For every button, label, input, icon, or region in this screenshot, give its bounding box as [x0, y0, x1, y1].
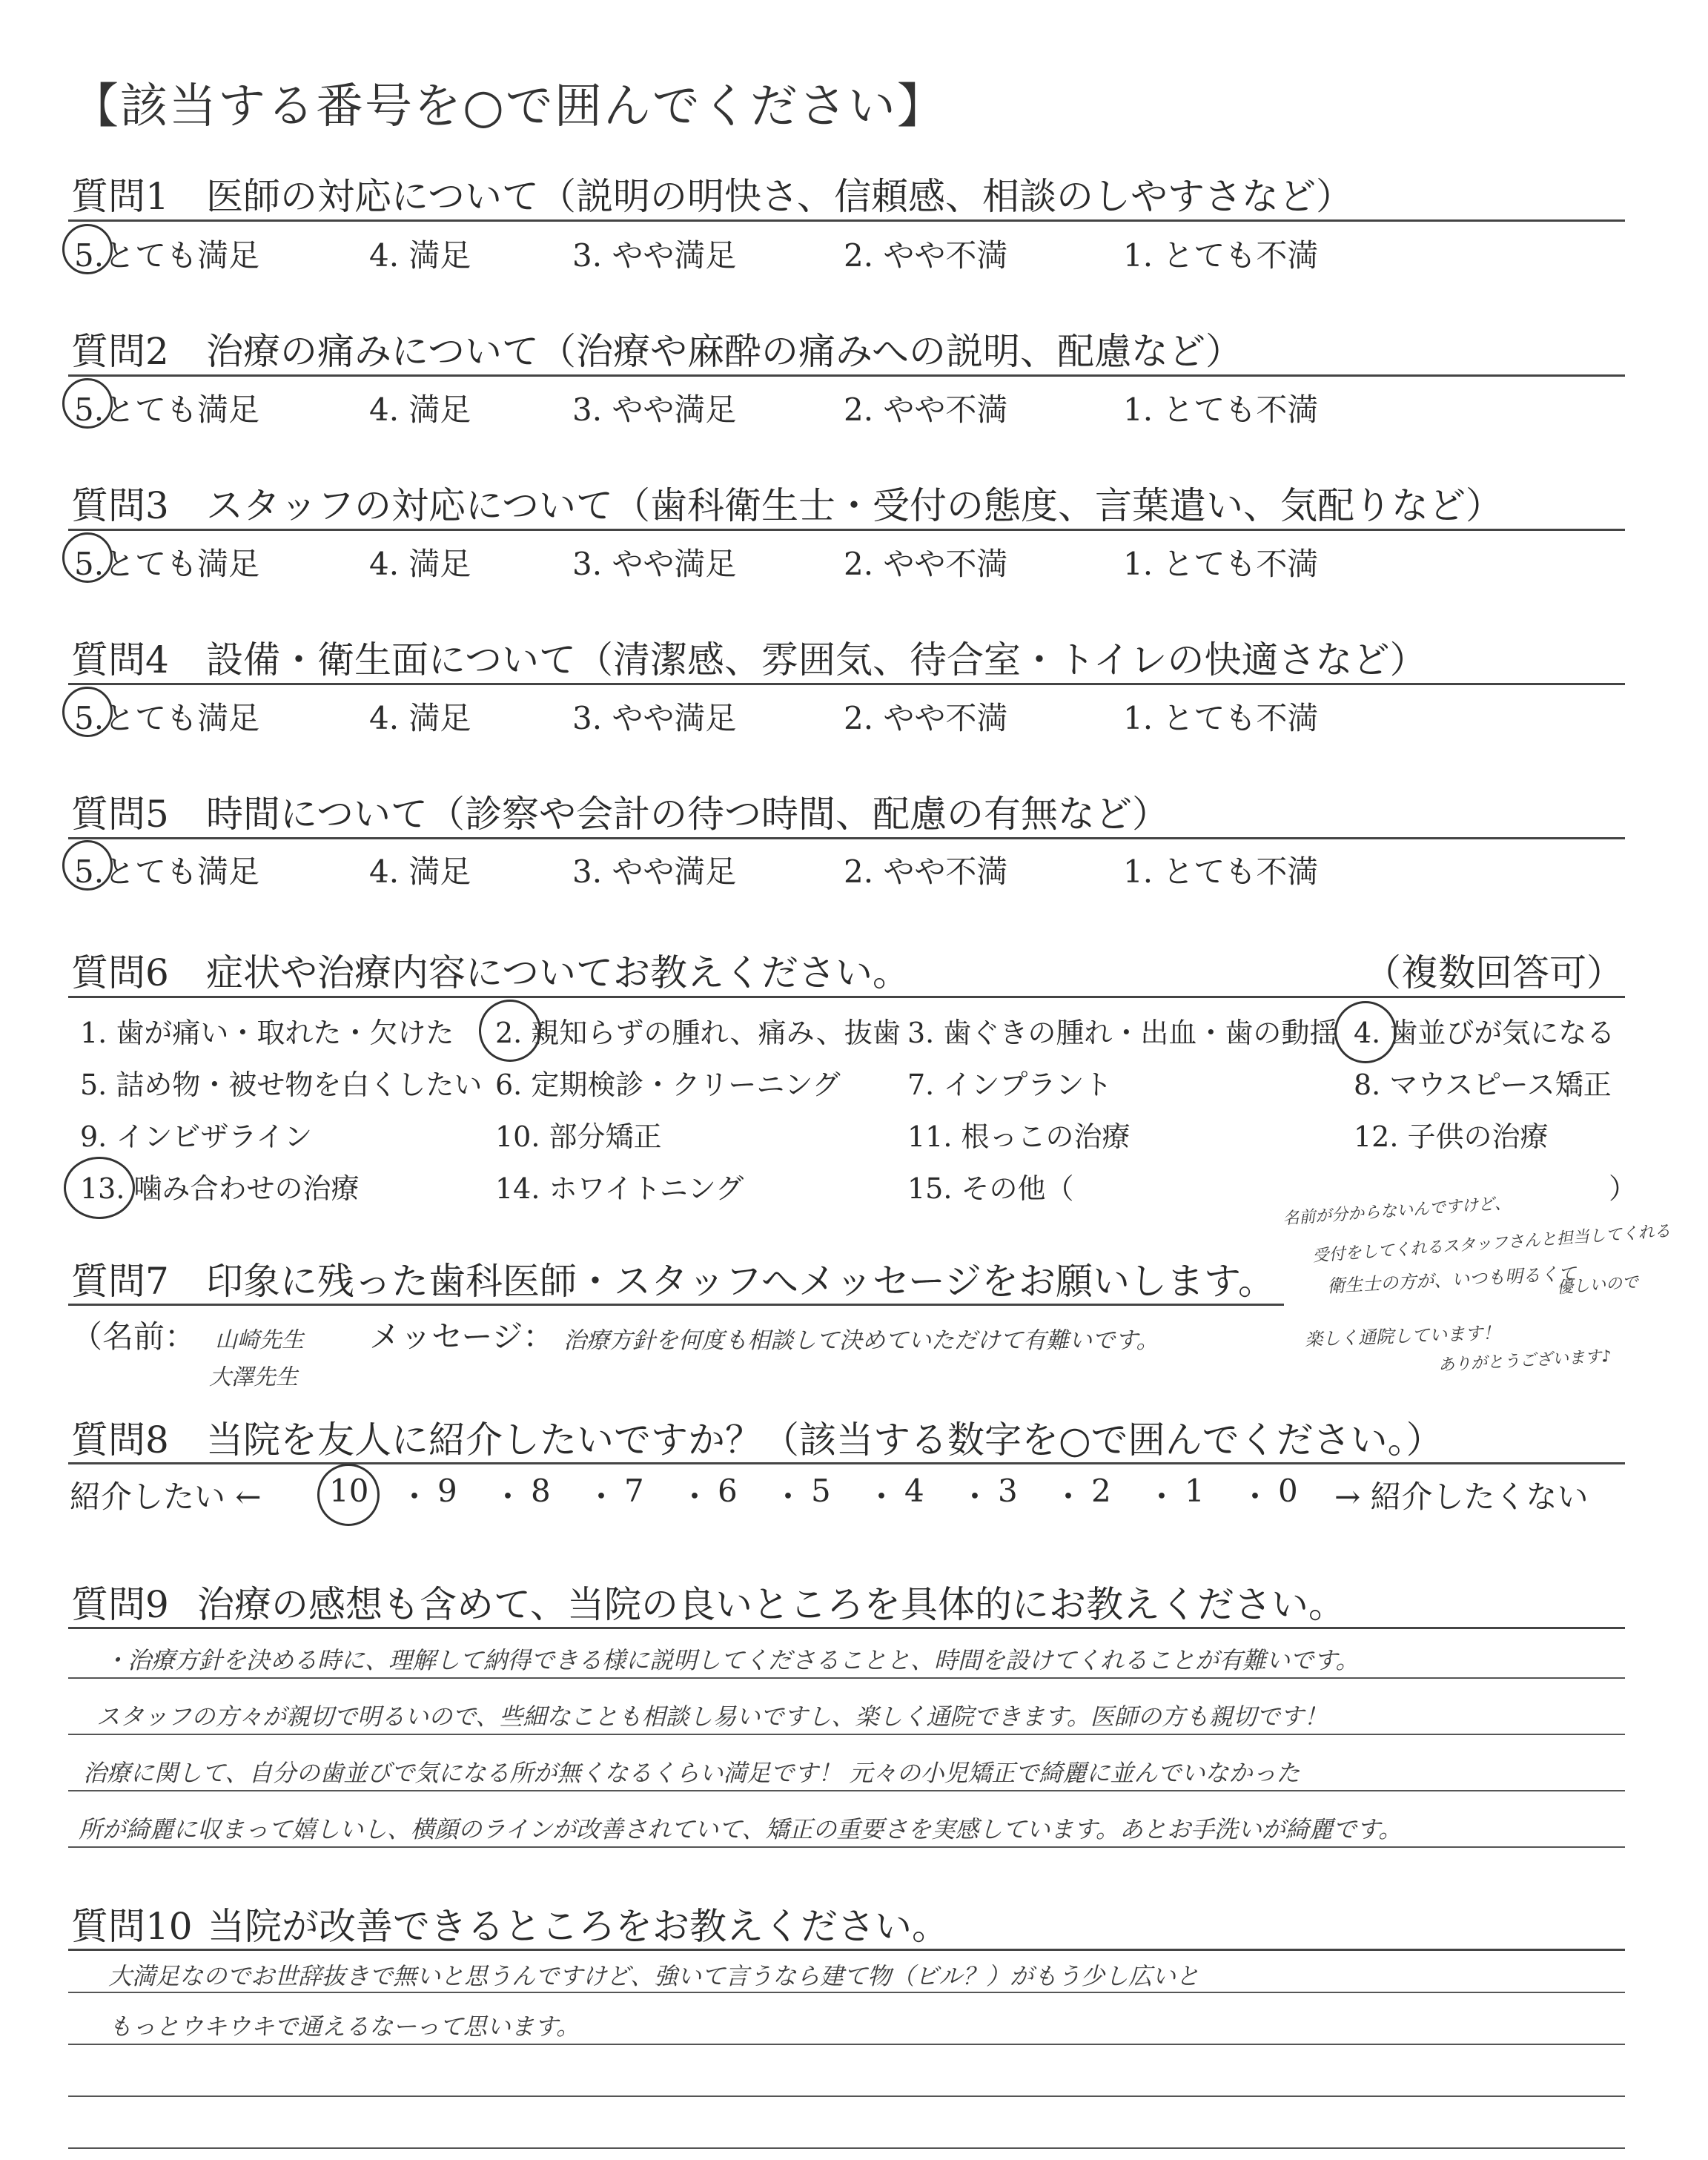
q8-scale-9[interactable]: 9 [437, 1473, 457, 1509]
q9-answer-line-2: スタッフの方々が親切で明るいので、些細なことも相談し易いですし、楽しく通院できます。医師の方も親切です！ [96, 1702, 1328, 1731]
q10-line-rule-1 [68, 1992, 1625, 1993]
q8-scale-2[interactable]: 2 [1091, 1473, 1111, 1509]
q7-side-note-2: 受付をしてくれるスタッフさんと担当してくれる [1311, 1222, 1672, 1266]
q4-rule [68, 683, 1625, 685]
q1-opt-1[interactable]: 1. とても不満 [1123, 237, 1319, 274]
q8-scale-4[interactable]: 4 [904, 1473, 924, 1509]
q3-opt-4[interactable]: 4. 満足 [369, 546, 471, 582]
q8-left-label: 紹介したい ← [70, 1479, 262, 1515]
q5-label: 質問5 [71, 793, 169, 836]
q6-item-8[interactable]: 8. マウスピース矯正 [1354, 1069, 1612, 1101]
q8-right-label: → 紹介したくない [1334, 1479, 1589, 1515]
q10-line-rule-3 [68, 2095, 1625, 2097]
q3-text: スタッフの対応について（歯科衛生士・受付の態度、言葉遣い、気配りなど） [206, 484, 1503, 527]
q9-answer-line-4: 所が綺麗に収まって嬉しいし、横顔のラインが改善されていて、矯正の重要さを実感しています。あとお手洗いが綺麗です。 [79, 1815, 1403, 1843]
q2-selection-circle [62, 378, 113, 429]
q1-opt-2[interactable]: 2. やや不満 [844, 237, 1008, 274]
q2-opt-1[interactable]: 1. とても不満 [1123, 392, 1319, 428]
q6-item-14[interactable]: 14. ホワイトニング [495, 1172, 744, 1205]
q9-line-rule-4 [68, 1846, 1625, 1848]
q10-line-rule-2 [68, 2044, 1625, 2045]
q2-opt-4[interactable]: 4. 満足 [369, 392, 471, 428]
q1-opt-5[interactable]: 5.とても満足 [74, 237, 260, 274]
q9-label: 質問9 [71, 1583, 169, 1626]
q5-opt-5[interactable]: 5.とても満足 [74, 853, 260, 890]
page-title: 【該当する番号を○で囲んでください】 [71, 79, 946, 134]
q9-line-rule-2 [68, 1734, 1625, 1735]
q10-text: 当院が改善できるところをお教えください。 [208, 1905, 949, 1948]
q9-rule [68, 1627, 1625, 1629]
q4-label: 質問4 [71, 638, 169, 681]
q1-rule [68, 219, 1625, 222]
q7-side-note-6: ありがとうございます♪ [1437, 1347, 1612, 1375]
q3-label: 質問3 [71, 484, 169, 527]
q6-item-1[interactable]: 1. 歯が痛い・取れた・欠けた [80, 1017, 454, 1049]
q2-opt-5[interactable]: 5.とても満足 [74, 392, 260, 428]
q9-text: 治療の感想も含めて、当院の良いところを具体的にお教えください。 [197, 1583, 1345, 1626]
q6-item-13[interactable]: 13. 噛み合わせの治療 [80, 1172, 360, 1205]
q8-text: 当院を友人に紹介したいですか？（該当する数字を○で囲んでください。） [206, 1418, 1443, 1462]
q7-side-note-1: 名前が分からないんですけど、 [1282, 1194, 1512, 1229]
q8-label: 質問8 [71, 1418, 169, 1462]
q8-scale-1[interactable]: 1 [1185, 1473, 1205, 1509]
q7-message-label: メッセージ： [369, 1318, 555, 1355]
q6-circle-2 [479, 1000, 541, 1062]
q8-scale-6[interactable]: 6 [718, 1473, 738, 1509]
q2-text: 治療の痛みについて（治療や麻酔の痛みへの説明、配慮など） [206, 330, 1242, 373]
q8-selection-circle [317, 1464, 380, 1526]
q6-item-4[interactable]: 4. 歯並びが気になる [1354, 1017, 1615, 1049]
q7-side-note-3: 衛生士の方が、いつも明るくて [1326, 1263, 1577, 1297]
q6-item-2[interactable]: 2. 親知らずの腫れ、痛み、抜歯 [495, 1017, 901, 1049]
q2-label: 質問2 [71, 330, 169, 373]
q7-name-label: （名前： [71, 1318, 196, 1355]
q5-rule [68, 837, 1625, 839]
q1-label: 質問1 [71, 175, 169, 218]
q9-answer-line-3: 治療に関して、自分の歯並びで気になる所が無くなるくらい満足です！ 元々の小児矯正で綺麗に並んでいなかった [83, 1759, 1300, 1787]
q3-selection-circle [62, 532, 113, 583]
q7-message: 治療方針を何度も相談して決めていただけて有難いです。 [563, 1327, 1159, 1354]
q8-scale-10[interactable]: 10 [329, 1473, 369, 1509]
q5-selection-circle [62, 840, 113, 891]
q5-opt-1[interactable]: 1. とても不満 [1123, 853, 1319, 890]
q6-item-7[interactable]: 7. インプラント [907, 1069, 1113, 1101]
q1-opt-3[interactable]: 3. やや満足 [572, 237, 737, 274]
q5-opt-3[interactable]: 3. やや満足 [572, 853, 737, 890]
q9-answer-line-1: ・治療方針を決める時に、理解して納得できる様に説明してくださることと、時間を設けてくれることが有難いです。 [104, 1646, 1360, 1674]
q6-text: 症状や治療内容についてお教えください。 [206, 951, 910, 994]
q7-name-1: 山崎先生 [215, 1327, 304, 1353]
q6-item-3[interactable]: 3. 歯ぐきの腫れ・出血・歯の動揺 [907, 1017, 1338, 1049]
q1-text: 医師の対応について（説明の明快さ、信頼感、相談のしやすさなど） [206, 175, 1353, 218]
q6-item-10[interactable]: 10. 部分矯正 [495, 1120, 662, 1153]
q5-opt-4[interactable]: 4. 満足 [369, 853, 471, 890]
q4-opt-1[interactable]: 1. とても不満 [1123, 700, 1319, 736]
q6-label: 質問6 [71, 951, 169, 994]
q7-text: 印象に残った歯科医師・スタッフへメッセージをお願いします。 [206, 1260, 1275, 1303]
q6-item-6[interactable]: 6. 定期検診・クリーニング [495, 1069, 841, 1101]
q4-opt-2[interactable]: 2. やや不満 [844, 700, 1008, 736]
q6-item-12[interactable]: 12. 子供の治療 [1354, 1120, 1549, 1153]
q3-opt-5[interactable]: 5.とても満足 [74, 546, 260, 582]
q10-rule [68, 1949, 1625, 1951]
q6-item-15[interactable]: 15. その他（ [907, 1172, 1074, 1205]
q8-scale-8[interactable]: 8 [531, 1473, 551, 1509]
q7-side-note-5: 楽しく通院しています！ [1304, 1322, 1501, 1350]
q5-opt-2[interactable]: 2. やや不満 [844, 853, 1008, 890]
q8-rule [68, 1462, 1625, 1464]
q2-opt-2[interactable]: 2. やや不満 [844, 392, 1008, 428]
q10-answer-line-2: もっとウキウキで通えるなーって思います。 [108, 2012, 580, 2041]
q8-scale-7[interactable]: 7 [624, 1473, 644, 1509]
q6-item-5[interactable]: 5. 詰め物・被せ物を白くしたい [80, 1069, 483, 1101]
q3-opt-2[interactable]: 2. やや不満 [844, 546, 1008, 582]
q7-label: 質問7 [71, 1260, 169, 1303]
q4-opt-3[interactable]: 3. やや満足 [572, 700, 737, 736]
q2-opt-3[interactable]: 3. やや満足 [572, 392, 737, 428]
q10-label: 質問10 [71, 1905, 193, 1948]
q1-opt-4[interactable]: 4. 満足 [369, 237, 471, 274]
q6-item-15-close: ） [1609, 1172, 1638, 1205]
q6-item-11[interactable]: 11. 根っこの治療 [907, 1120, 1131, 1153]
q6-circle-4 [1334, 1001, 1397, 1063]
q6-circle-13 [64, 1157, 135, 1219]
q5-text: 時間について（診察や会計の待つ時間、配慮の有無など） [206, 793, 1169, 836]
q8-scale-3[interactable]: 3 [998, 1473, 1018, 1509]
q10-answer-line-1: 大満足なのでお世辞抜きで無いと思うんですけど、強いて言うなら建て物（ビル？）がもう少し広いと [108, 1962, 1200, 1990]
q9-line-rule-1 [68, 1677, 1625, 1679]
q6-note: （複数回答可） [1364, 951, 1623, 994]
q9-line-rule-3 [68, 1790, 1625, 1791]
q6-rule [68, 996, 1625, 998]
q3-opt-3[interactable]: 3. やや満足 [572, 546, 737, 582]
q8-scale-0[interactable]: 0 [1278, 1473, 1298, 1509]
q6-item-9[interactable]: 9. インビザライン [80, 1120, 313, 1153]
q3-rule [68, 529, 1625, 531]
q2-rule [68, 374, 1625, 377]
q7-side-note-4: 優しいので [1556, 1273, 1639, 1298]
q8-scale-5[interactable]: 5 [811, 1473, 831, 1509]
q10-line-rule-4 [68, 2147, 1625, 2149]
q4-opt-4[interactable]: 4. 満足 [369, 700, 471, 736]
q4-text: 設備・衛生面について（清潔感、雰囲気、待合室・トイレの快適さなど） [206, 638, 1427, 681]
q7-rule [68, 1304, 1284, 1306]
q4-selection-circle [62, 687, 113, 737]
q4-opt-5[interactable]: 5.とても満足 [74, 700, 260, 736]
q3-opt-1[interactable]: 1. とても不満 [1123, 546, 1319, 582]
q1-selection-circle [62, 224, 113, 274]
q7-name-2: 大澤先生 [209, 1364, 298, 1390]
